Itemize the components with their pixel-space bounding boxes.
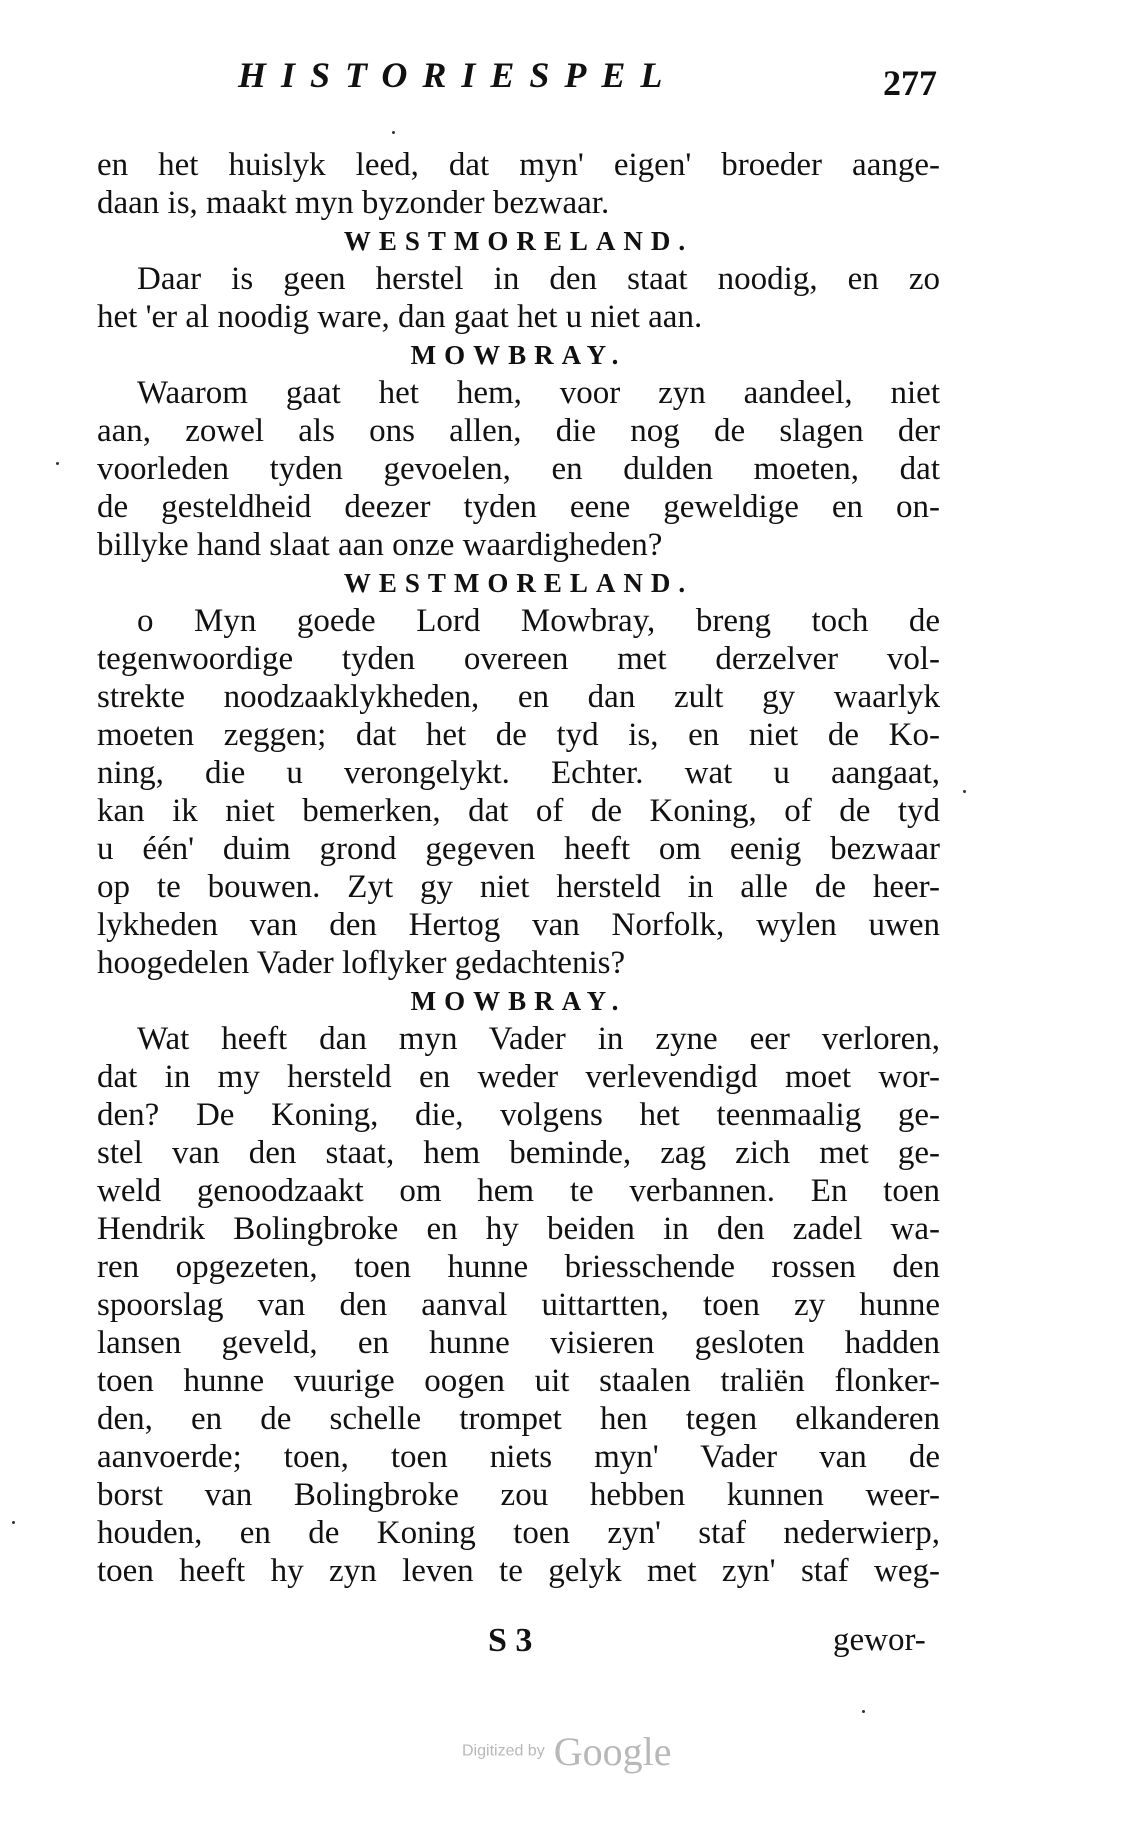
page-number: 277 — [883, 63, 937, 103]
text-line: op te bouwen. Zyt gy niet hersteld in alle de heer- — [97, 869, 940, 905]
digitized-watermark — [462, 1728, 672, 1775]
text-line: kan ik niet bemerken, dat of de Koning, of de tyd — [97, 793, 940, 829]
text-line: ning, die u verongelykt. Echter. wat u aangaat, — [97, 755, 940, 791]
text-line: en het huislyk leed, dat myn' eigen' broeder aange- — [97, 147, 940, 183]
text-line: borst van Bolingbroke zou hebben kunnen weer- — [97, 1477, 940, 1513]
text-line: dat in my hersteld en weder verlevendigd moet wor- — [97, 1059, 940, 1095]
google-logo: Google — [553, 1729, 672, 1774]
text-line: spoorslag van den aanval uittartten, toen zy hunne — [97, 1287, 940, 1323]
speaker-name: WESTMORELAND. — [343, 226, 694, 256]
text-line: billyke hand slaat aan onze waardigheden? — [97, 527, 663, 563]
text-line: Hendrik Bolingbroke en hy beiden in den zadel wa- — [97, 1211, 940, 1247]
text-line: strekte noodzaaklykheden, en dan zult gy waarlyk — [97, 679, 940, 715]
running-title: HISTORIESPEL — [238, 55, 678, 95]
text-line: toen heeft hy zyn leven te gelyk met zyn' staf weg- — [97, 1553, 940, 1589]
speaker-name: MOWBRAY. — [410, 986, 627, 1016]
scan-speck — [862, 1710, 865, 1713]
page-footer — [0, 1622, 1131, 1672]
text-line: toen hunne vuurige oogen uit staalen traliën flonker- — [97, 1363, 940, 1399]
text-line: voorleden tyden gevoelen, en dulden moeten, dat — [97, 451, 940, 487]
scan-speck — [392, 131, 395, 134]
watermark-prefix: Digitized by — [462, 1742, 545, 1760]
text-line: stel van den staat, hem beminde, zag zich met ge- — [97, 1135, 940, 1171]
signature-mark: S 3 — [488, 1622, 533, 1659]
speaker-name: WESTMORELAND. — [343, 568, 694, 598]
page-header — [0, 48, 1131, 108]
speaker-name: MOWBRAY. — [410, 340, 627, 370]
text-line: houden, en de Koning toen zyn' staf nederwierp, — [97, 1515, 940, 1551]
scan-speck — [963, 790, 966, 793]
catchword: gewor- — [833, 1622, 926, 1658]
text-line: aanvoerde; toen, toen niets myn' Vader van de — [97, 1439, 940, 1475]
text-line: den? De Koning, die, volgens het teenmaalig ge- — [97, 1097, 940, 1133]
body-text — [97, 146, 940, 1590]
text-line: o Myn goede Lord Mowbray, breng toch de — [137, 603, 940, 639]
text-line: u één' duim grond gegeven heeft om eenig bezwaar — [97, 831, 940, 867]
scan-speck — [56, 462, 59, 465]
text-line: aan, zowel als ons allen, die nog de slagen der — [97, 413, 940, 449]
text-line: Wat heeft dan myn Vader in zyne eer verloren, — [137, 1021, 940, 1057]
text-line: Daar is geen herstel in den staat noodig, en zo — [137, 261, 940, 297]
text-line: lansen geveld, en hunne visieren gesloten hadden — [97, 1325, 940, 1361]
text-line: de gesteldheid deezer tyden eene geweldige en on- — [97, 489, 940, 525]
text-line: daan is, maakt myn byzonder bezwaar. — [97, 185, 610, 221]
text-line: ren opgezeten, toen hunne briesschende rossen den — [97, 1249, 940, 1285]
text-line: den, en de schelle trompet hen tegen elkanderen — [97, 1401, 940, 1437]
text-line: weld genoodzaakt om hem te verbannen. En toen — [97, 1173, 940, 1209]
text-line: moeten zeggen; dat het de tyd is, en niet de Ko- — [97, 717, 940, 753]
text-line: het 'er al noodig ware, dan gaat het u niet aan. — [97, 299, 703, 335]
text-line: lykheden van den Hertog van Norfolk, wylen uwen — [97, 907, 940, 943]
scan-speck — [12, 1521, 15, 1524]
text-line: hoogedelen Vader loflyker gedachtenis? — [97, 945, 626, 981]
text-line: tegenwoordige tyden overeen met derzelver vol- — [97, 641, 940, 677]
text-line: Waarom gaat het hem, voor zyn aandeel, niet — [137, 375, 940, 411]
